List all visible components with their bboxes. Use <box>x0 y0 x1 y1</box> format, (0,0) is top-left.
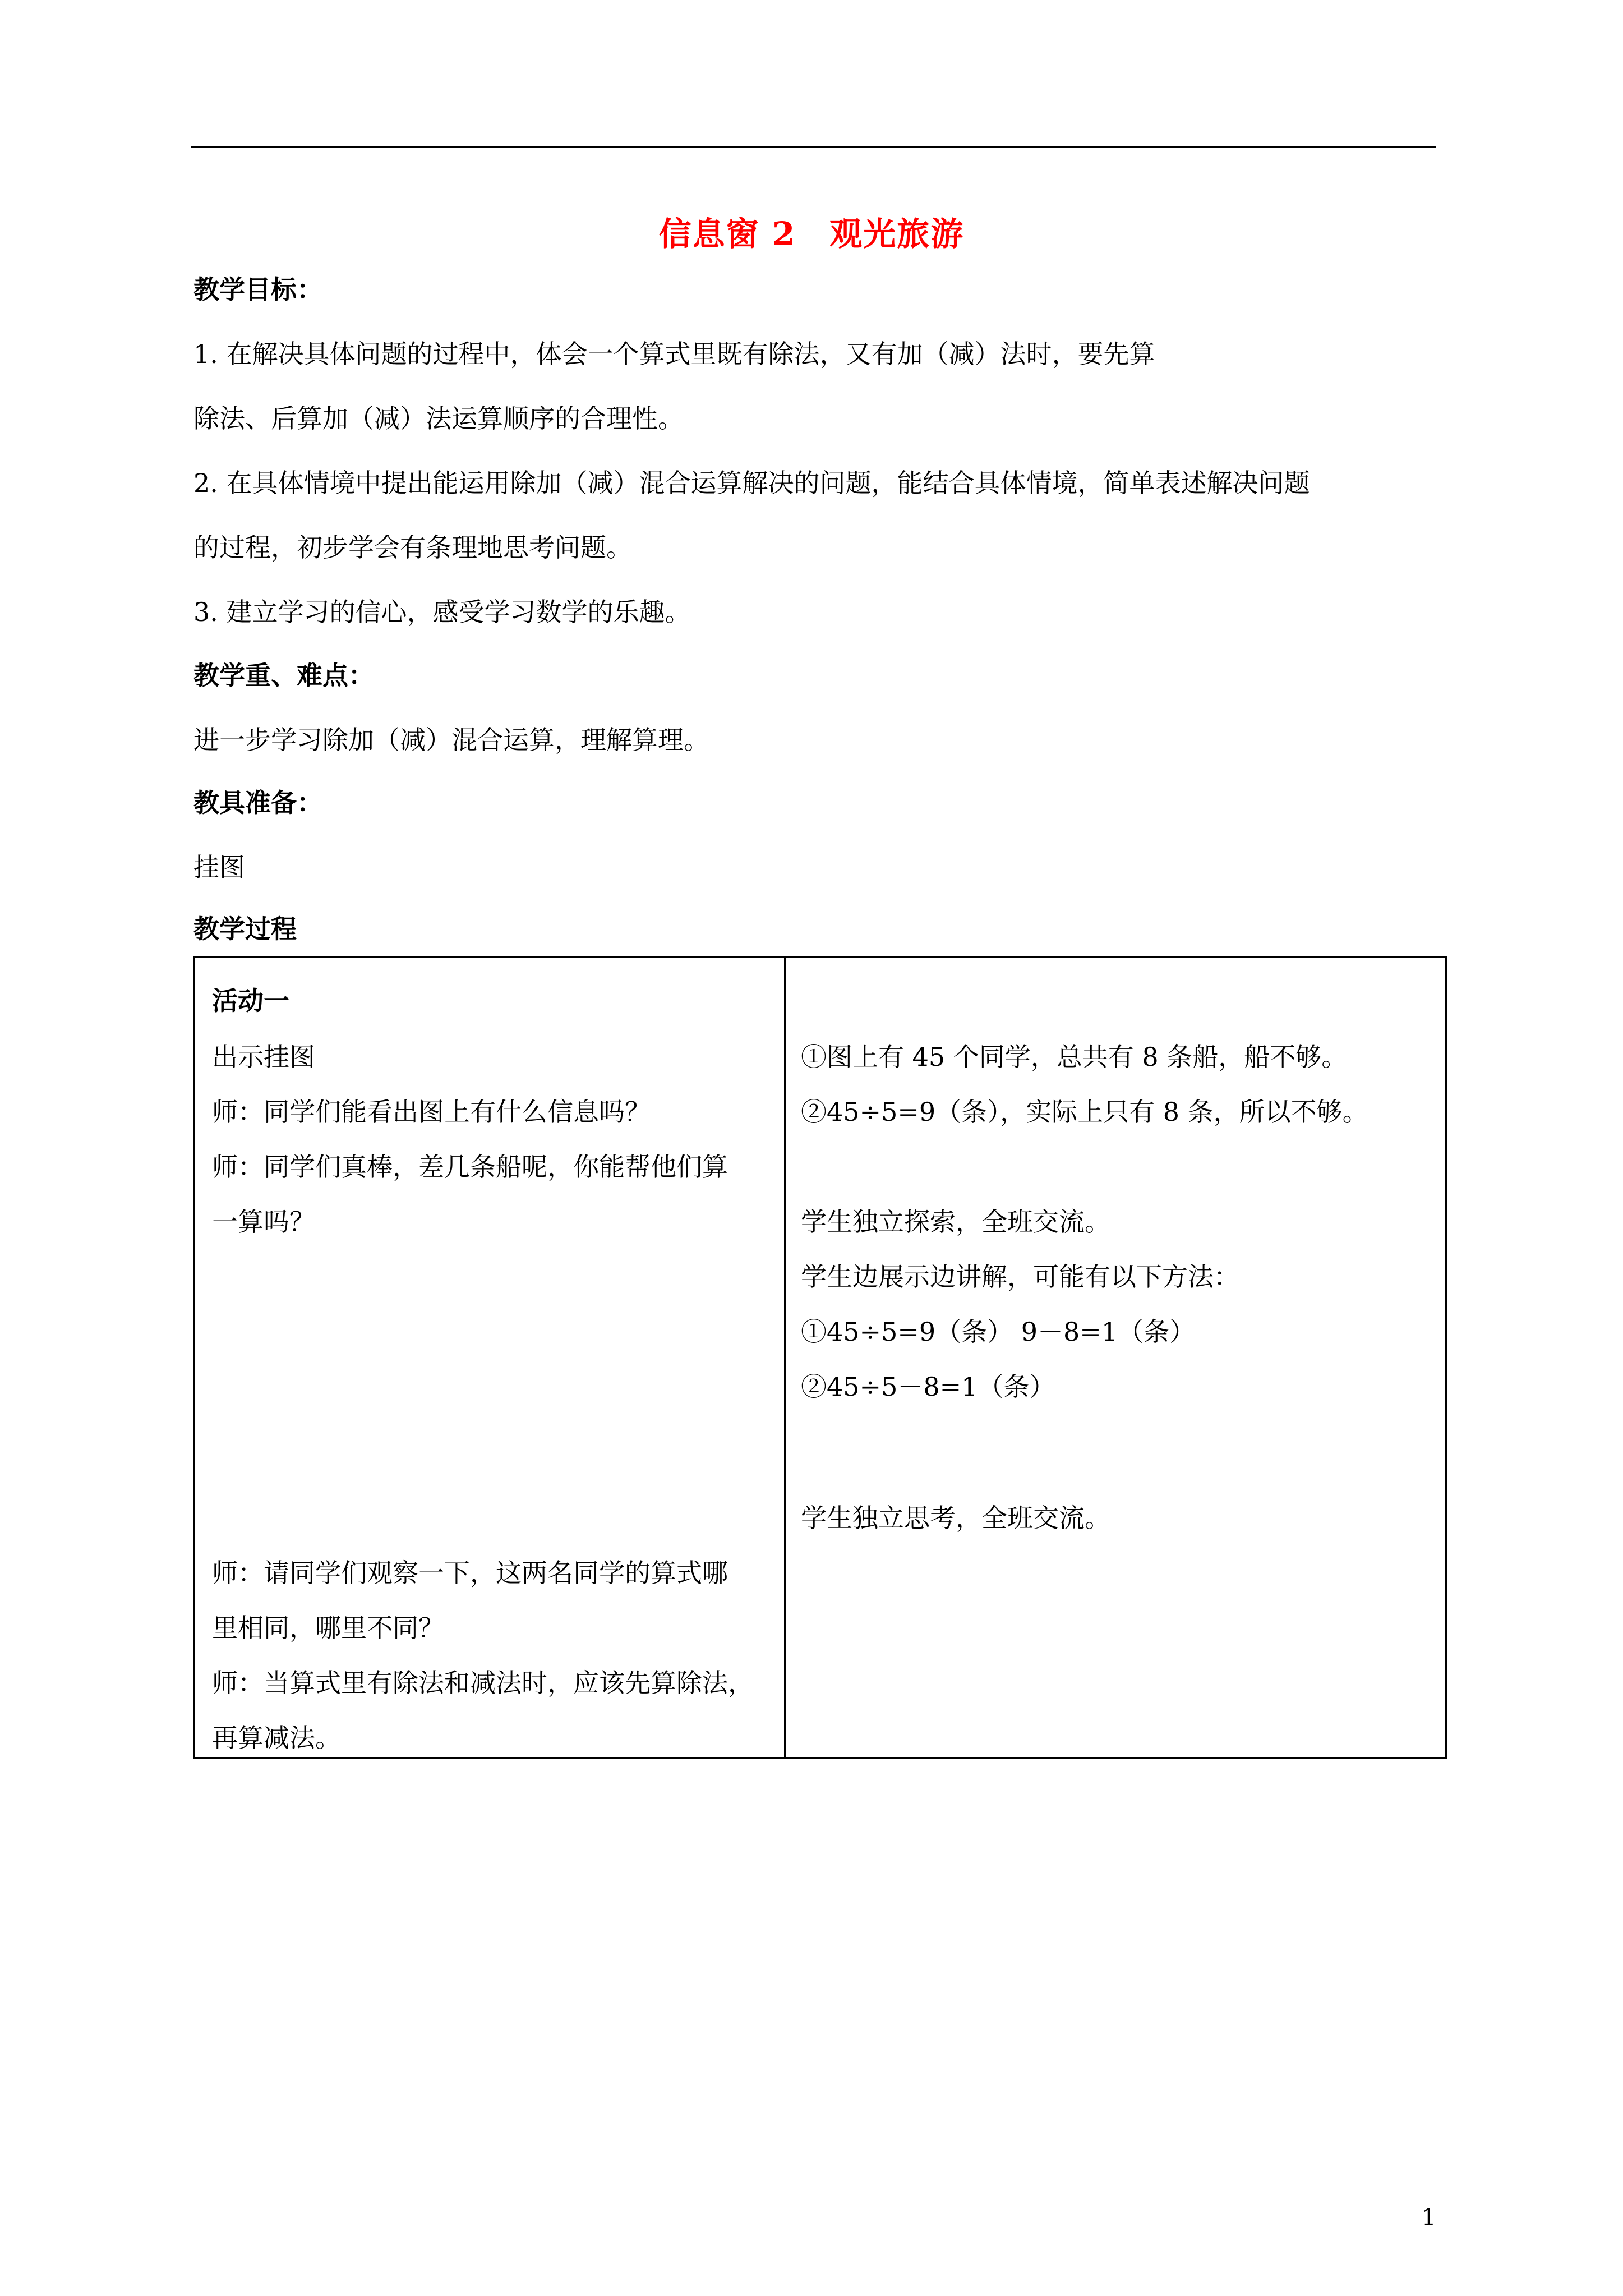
objective-line-2: 除法、后算加（减）法运算顺序的合理性。 <box>193 403 684 434</box>
objective-line-3: 2. 在具体情境中提出能运用除加（减）混合运算解决的问题，能结合具体情境，简单表述解决问题 <box>193 468 1310 498</box>
student-line-1: ①图上有 45 个同学，总共有 8 条船，船不够。 <box>801 1042 1348 1072</box>
table-column-divider <box>784 958 786 1757</box>
teacher-line-4: 一算吗？ <box>212 1207 315 1237</box>
objectives-heading: 教学目标： <box>193 274 322 305</box>
materials-heading: 教具准备： <box>193 788 322 818</box>
process-heading: 教学过程 <box>193 914 297 944</box>
objective-line-5: 3. 建立学习的信心，感受学习数学的乐趣。 <box>193 597 691 627</box>
student-line-4: 学生边展示边讲解，可能有以下方法： <box>801 1262 1239 1292</box>
teacher-line-8: 再算减法。 <box>212 1723 341 1753</box>
teaching-process-table <box>193 956 1447 1759</box>
teacher-line-5: 师：请同学们观察一下，这两名同学的算式哪 <box>212 1558 728 1588</box>
page-number: 1 <box>1422 2205 1436 2230</box>
student-line-3: 学生独立探索，全班交流。 <box>801 1207 1110 1237</box>
header-rule <box>191 146 1436 148</box>
teacher-line-2: 师：同学们能看出图上有什么信息吗？ <box>212 1097 651 1127</box>
objective-line-4: 的过程，初步学会有条理地思考问题。 <box>193 532 632 563</box>
page-title <box>0 208 1623 255</box>
activity-title: 活动一 <box>212 986 289 1016</box>
teacher-line-7: 师：当算式里有除法和减法时，应该先算除法， <box>212 1668 754 1698</box>
student-line-2: ②45÷5=9（条），实际上只有 8 条，所以不够。 <box>801 1097 1368 1127</box>
teacher-line-3: 师：同学们真棒，差几条船呢，你能帮他们算 <box>212 1152 728 1182</box>
key-points-text: 进一步学习除加（减）混合运算，理解算理。 <box>193 725 709 755</box>
title-part-1: 信息窗 2 <box>658 215 796 253</box>
teacher-line-6: 里相同，哪里不同？ <box>212 1613 444 1643</box>
title-part-2: 观光旅游 <box>829 215 965 253</box>
student-line-5: ①45÷5=9（条） 9－8=1（条） <box>801 1317 1196 1347</box>
student-line-6: ②45÷5－8=1（条） <box>801 1372 1055 1402</box>
teacher-line-1: 出示挂图 <box>212 1042 315 1072</box>
materials-text: 挂图 <box>193 852 245 882</box>
objective-line-1: 1. 在解决具体问题的过程中，体会一个算式里既有除法，又有加（减）法时，要先算 <box>193 339 1155 369</box>
student-line-7: 学生独立思考，全班交流。 <box>801 1503 1110 1533</box>
key-points-heading: 教学重、难点： <box>193 660 374 691</box>
